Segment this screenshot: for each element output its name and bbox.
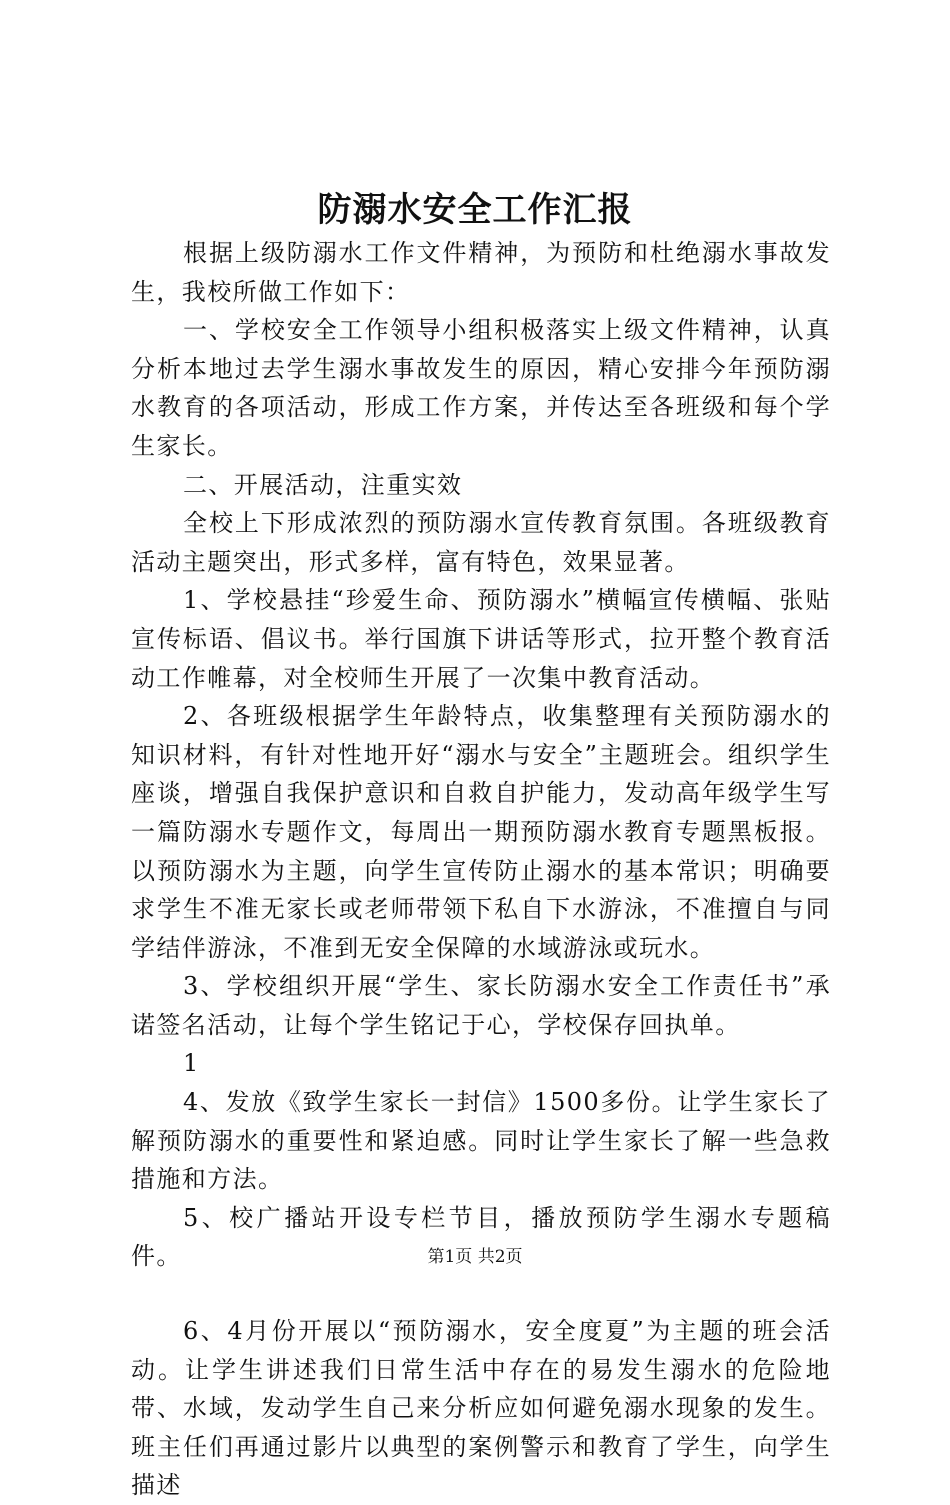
paragraph-item-6: 6、4月份开展以“预防溺水，安全度夏”为主题的班会活动。让学生讲述我们日常生活中存在的易发生溺水的危险地带、水域，发动学生自己来分析应如何避免溺水现象的发生。班主任们再通过影片以典型的案例警示和教育了学生，向学生描述: [131, 1317, 831, 1500]
paragraph-item-3: 3、学校组织开展“学生、家长防溺水安全工作责任书”承诺签名活动，让每个学生铭记于心，学校保存回执单。: [131, 972, 831, 1039]
page-footer: 第1页 共2页: [427, 1247, 523, 1267]
paragraph-atmosphere: 全校上下形成浓烈的预防溺水宣传教育氛围。各班级教育活动主题突出，形式多样，富有特色，效果显著。: [131, 509, 831, 576]
paragraph-section-2-heading: 二、开展活动，注重实效: [183, 470, 463, 499]
paragraph-item-2: 2、各班级根据学生年龄特点，收集整理有关预防溺水的知识材料，有针对性地开好“溺水与安全”主题班会。组织学生座谈，增强自我保护意识和自救自护能力，发动高年级学生写一篇防溺水专题作文，每周出一期预防溺水教育专题黑板报。以预防溺水为主题，向学生宣传防止溺水的基本常识；明确要求学生不准无家长或老师带领下私自下水游泳，不准擅自与同学结伴游泳，不准到无安全保障的水域游泳或玩水。: [131, 702, 831, 962]
document-body: [131, 234, 831, 1505]
paragraph-section-1: 一、学校安全工作领导小组积极落实上级文件精神，认真分析本地过去学生溺水事故发生的原因，精心安排今年预防溺水教育的各项活动，形成工作方案，并传达至各班级和每个学生家长。: [131, 316, 831, 460]
paragraph-item-1: 1、学校悬挂“珍爱生命、预防溺水”横幅宣传横幅、张贴宣传标语、倡议书。举行国旗下讲话等形式，拉开整个教育活动工作帷幕，对全校师生开展了一次集中教育活动。: [131, 586, 831, 692]
document-title: 防溺水安全工作汇报: [317, 190, 633, 230]
paragraph-item-5: 5、校广播站开设专栏节目，播放预防学生溺水专题稿件。: [131, 1203, 831, 1271]
page-marker: 1: [183, 1049, 200, 1078]
paragraph-intro: 根据上级防溺水工作文件精神，为预防和杜绝溺水事故发生，我校所做工作如下：: [131, 239, 831, 306]
paragraph-item-4: 4、发放《致学生家长一封信》1500多份。让学生家长了解预防溺水的重要性和紧迫感。同时让学生家长了解一些急救措施和方法。: [131, 1088, 831, 1194]
